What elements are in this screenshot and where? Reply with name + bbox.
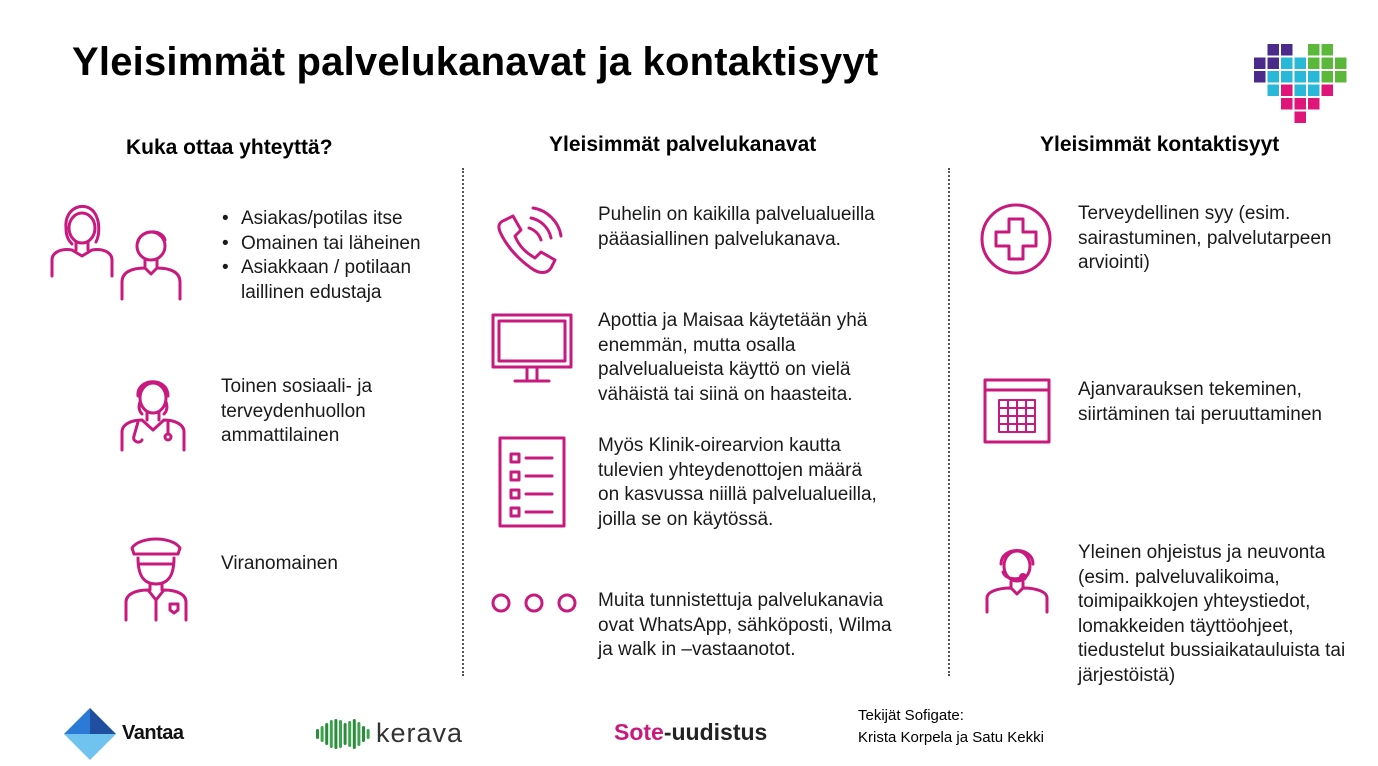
logo-pixel (1295, 112, 1307, 124)
credit-line-2: Krista Korpela ja Satu Kekki (858, 729, 1044, 746)
logo-pixel (1322, 71, 1334, 83)
logo-pixel (1308, 85, 1320, 97)
more-dots-icon (490, 592, 578, 614)
credit-line-1: Tekijät Sofigate: (858, 707, 964, 724)
vantaa-logo-text: Vantaa (122, 722, 184, 744)
health-professional-icon (118, 370, 188, 452)
klinik-channel-text: Myös Klinik-oirearvion kautta tulevien yhteydenottojen määrä on kasvussa niillä palvelualueilla, joilla se on käytössä. (598, 435, 877, 530)
professional-text: Toinen sosiaali- ja terveydenhuollon ammattilainen (221, 376, 373, 446)
kerava-bar (344, 723, 347, 745)
who-bullet: • Asiakas/potilas itse (241, 207, 441, 232)
people-icon (50, 198, 190, 303)
logo-pixel (1281, 58, 1293, 70)
logo-pixel (1268, 85, 1280, 97)
other-channels-text: Muita tunnistettuja palvelukanavia ovat WhatsApp, sähköposti, Wilma ja walk in –vastaanotot. (598, 590, 892, 660)
kerava-logo-mark (316, 718, 374, 750)
page-title: Yleisimmät palvelukanavat ja kontaktisyyt (72, 40, 879, 84)
kerava-bar (321, 726, 324, 742)
kerava-bar (357, 722, 360, 746)
logo-pixel (1268, 44, 1280, 56)
column-divider (948, 168, 950, 676)
kerava-logo-text: kerava (376, 718, 464, 748)
who-bullet: • Asiakkaan / potilaan laillinen edustaja (241, 256, 441, 305)
column-heading-reasons: Yleisimmät kontaktisyyt (1040, 133, 1280, 156)
sote-logo-prefix: Sote (614, 719, 664, 745)
monitor-icon (491, 313, 573, 383)
logo-pixel (1322, 85, 1334, 97)
logo-pixel (1268, 71, 1280, 83)
guidance-reason-text: Yleinen ohjeistus ja neuvonta (esim. palveluvalikoima, toimipaikkojen yhteystiedot, lomakkeiden täyttöohjeet, tiedustelut bussiaikatauluista tai järjestöistä) (1078, 542, 1346, 686)
sote-logo-suffix: -uudistus (663, 719, 768, 745)
logo-pixel (1308, 71, 1320, 83)
apotti-channel-text: Apottia ja Maisaa käytetään yhä enemmän, mutta osalla palvelualueista käyttö on vielä vähäistä tai siinä on haasteita. (598, 310, 868, 405)
logo-pixel (1335, 71, 1347, 83)
logo-pixel (1295, 71, 1307, 83)
logo-pixel (1295, 58, 1307, 70)
logo-pixel (1322, 58, 1334, 70)
logo-pixel (1281, 44, 1293, 56)
phone-channel-text: Puhelin on kaikilla palvelualueilla pääasiallinen palvelukanava. (598, 204, 875, 250)
sote-logo (614, 719, 767, 746)
health-reason-text: Terveydellinen syy (esim. sairastuminen, palvelutarpeen arviointi) (1078, 203, 1332, 273)
logo-pixel (1308, 44, 1320, 56)
logo-pixel (1281, 85, 1293, 97)
kerava-bar (334, 719, 337, 749)
pixel-heart-logo (1254, 44, 1352, 126)
column-divider (462, 168, 464, 676)
logo-pixel (1308, 58, 1320, 70)
kerava-bar (362, 726, 365, 742)
kerava-bar (325, 723, 328, 745)
vantaa-logo-mark (64, 708, 116, 760)
logo-pixel (1295, 98, 1307, 110)
who-list (221, 207, 441, 305)
logo-pixel (1295, 85, 1307, 97)
phone-icon (493, 206, 563, 278)
police-officer-icon (122, 534, 190, 622)
who-bullet: • Omainen tai läheinen (241, 232, 441, 257)
logo-pixel (1268, 58, 1280, 70)
authority-text: Viranomainen (221, 553, 338, 574)
appointment-reason-text: Ajanvarauksen tekeminen, siirtäminen tai peruuttaminen (1078, 379, 1322, 425)
logo-pixel (1254, 71, 1266, 83)
kerava-bar (316, 729, 319, 739)
kerava-bar (330, 720, 333, 748)
logo-pixel (1281, 71, 1293, 83)
column-heading-channels: Yleisimmät palvelukanavat (549, 133, 817, 156)
column-heading-who: Kuka ottaa yhteyttä? (126, 136, 333, 159)
logo-pixel (1308, 98, 1320, 110)
medical-cross-icon (979, 202, 1053, 276)
logo-pixel (1335, 58, 1347, 70)
kerava-bar (367, 729, 370, 739)
kerava-bar (339, 720, 342, 748)
headset-agent-icon (985, 542, 1049, 614)
logo-pixel (1254, 58, 1266, 70)
kerava-bar (348, 721, 351, 747)
logo-pixel (1322, 44, 1334, 56)
calendar-icon (983, 378, 1051, 444)
logo-pixel (1281, 98, 1293, 110)
checklist-icon (498, 436, 566, 528)
kerava-bar (353, 719, 356, 749)
